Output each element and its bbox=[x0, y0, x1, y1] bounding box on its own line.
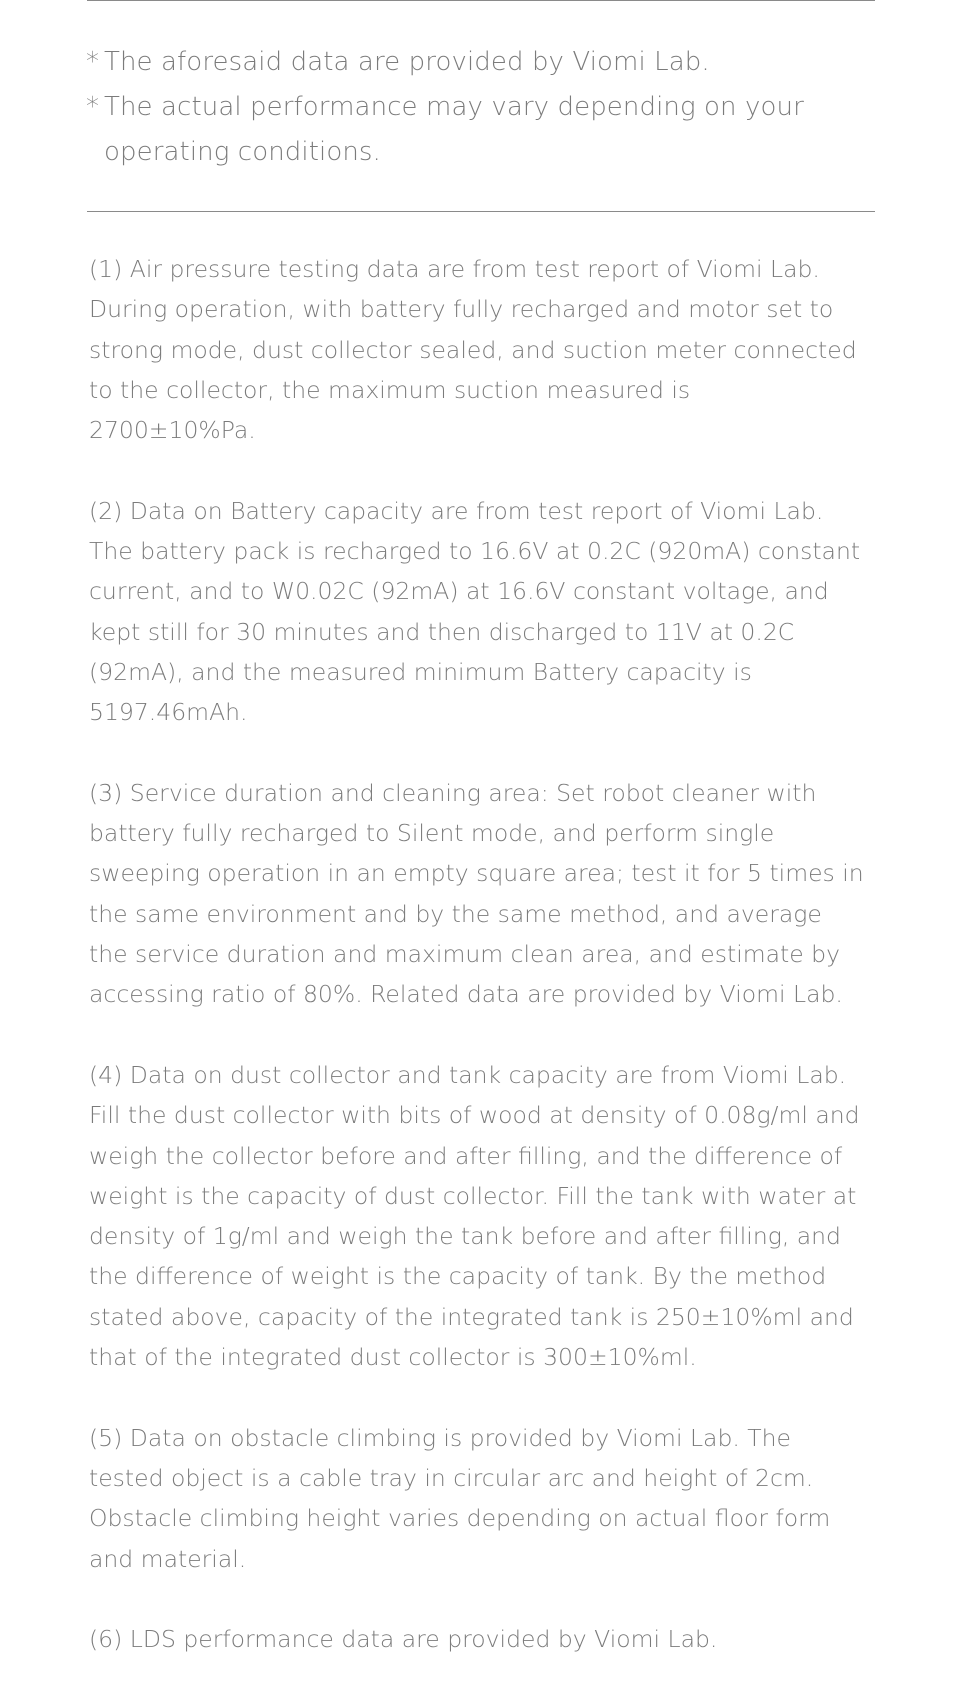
footnote-text: stated above, capacity of the integrated tank is 250±10%ml and bbox=[89, 1302, 854, 1331]
disclaimer-list bbox=[86, 40, 886, 175]
disclaimer-text: The aforesaid data are provided by Viomi Lab. bbox=[104, 47, 710, 77]
footnote-line bbox=[89, 1136, 889, 1176]
footnote-label: (4) bbox=[89, 1060, 123, 1089]
footnote-text: and material. bbox=[89, 1544, 247, 1573]
footnote-text: the same environment and by the same method, and average bbox=[89, 899, 822, 928]
footnote-text: weigh the collector before and after filling, and the difference of bbox=[89, 1141, 843, 1170]
footnote-text: density of 1g/ml and weigh the tank before and after filling, and bbox=[89, 1222, 841, 1251]
footnote-line bbox=[89, 652, 889, 692]
footnote-line bbox=[89, 249, 889, 289]
footnote-1 bbox=[89, 249, 889, 450]
footnote-text: Data on obstacle climbing is provided by Viomi Lab. The bbox=[129, 1423, 792, 1452]
footnote-text: 2700±10%Pa. bbox=[89, 416, 256, 445]
footnote-line bbox=[89, 813, 889, 853]
footnote-text: (92mA), and the measured minimum Battery capacity is bbox=[89, 657, 752, 686]
footnote-line bbox=[89, 1297, 889, 1337]
footnote-2 bbox=[89, 491, 889, 733]
footnote-text: The battery pack is recharged to 16.6V at 0.2C (920mA) constant bbox=[89, 537, 861, 566]
footnote-text: that of the integrated dust collector is 300±10%ml. bbox=[89, 1343, 697, 1372]
top-divider bbox=[87, 0, 875, 1]
footnote-line bbox=[89, 1418, 889, 1458]
footnote-text: current, and to W0.02C (92mA) at 16.6V constant voltage, and bbox=[89, 577, 829, 606]
footnote-4 bbox=[89, 1055, 889, 1377]
footnote-text: sweeping operation in an empty square area; test it for 5 times in bbox=[89, 859, 864, 888]
disclaimer-text: The actual performance may vary depending on your operating conditions. bbox=[104, 92, 804, 167]
footnote-line bbox=[89, 1256, 889, 1296]
footnote-text: Service duration and cleaning area: Set robot cleaner with bbox=[129, 778, 817, 807]
footnote-line bbox=[89, 1055, 889, 1095]
footnote-text: Data on Battery capacity are from test report of Viomi Lab. bbox=[129, 496, 824, 525]
footnote-text: the service duration and maximum clean area, and estimate by bbox=[89, 940, 841, 969]
footnote-line bbox=[89, 1498, 889, 1538]
footnote-label: (5) bbox=[89, 1423, 123, 1452]
footnote-line bbox=[89, 1619, 889, 1659]
footnote-text: LDS performance data are provided by Viomi Lab. bbox=[129, 1625, 718, 1654]
footnote-line bbox=[89, 894, 889, 934]
footnote-line bbox=[89, 1458, 889, 1498]
footnote-text: battery fully recharged to Silent mode, and perform single bbox=[89, 819, 775, 848]
footnote-text: accessing ratio of 80%. Related data are provided by Viomi Lab. bbox=[89, 980, 843, 1009]
footnote-line bbox=[89, 1539, 889, 1579]
footnote-line bbox=[89, 1095, 889, 1135]
footnote-line bbox=[89, 289, 889, 329]
footnote-text: 5197.46mAh. bbox=[89, 698, 248, 727]
footnote-line bbox=[89, 571, 889, 611]
footnote-line bbox=[89, 773, 889, 813]
footnote-line bbox=[89, 692, 889, 732]
footnote-text: strong mode, dust collector sealed, and suction meter connected bbox=[89, 335, 857, 364]
disclaimer-marker: * bbox=[86, 47, 100, 77]
footnote-label: (6) bbox=[89, 1625, 123, 1654]
footnote-text: the difference of weight is the capacity of tank. By the method bbox=[89, 1262, 827, 1291]
footnote-line bbox=[89, 612, 889, 652]
footnote-line bbox=[89, 330, 889, 370]
footnote-line bbox=[89, 1216, 889, 1256]
footnote-line bbox=[89, 974, 889, 1014]
footnote-line bbox=[89, 1176, 889, 1216]
footnote-line bbox=[89, 853, 889, 893]
footnote-text: During operation, with battery fully recharged and motor set to bbox=[89, 295, 834, 324]
footnote-text: Air pressure testing data are from test report of Viomi Lab. bbox=[129, 255, 820, 283]
footnote-label: (3) bbox=[89, 778, 123, 807]
footnote-text: Obstacle climbing height varies depending on actual floor form bbox=[89, 1504, 831, 1533]
footnote-5 bbox=[89, 1418, 889, 1579]
section-divider bbox=[87, 211, 875, 212]
disclaimer-item bbox=[86, 40, 886, 85]
footnote-label: (1) bbox=[89, 255, 123, 283]
footnote-line bbox=[89, 934, 889, 974]
footnote-label: (2) bbox=[89, 496, 123, 525]
footnote-line bbox=[89, 410, 889, 450]
footnote-text: tested object is a cable tray in circular arc and height of 2cm. bbox=[89, 1463, 814, 1492]
footnote-line bbox=[89, 531, 889, 571]
footnote-text: kept still for 30 minutes and then discharged to 11V at 0.2C bbox=[89, 617, 795, 646]
footnote-line bbox=[89, 1337, 889, 1377]
footnote-text: to the collector, the maximum suction measured is bbox=[89, 375, 691, 404]
footnote-6 bbox=[89, 1619, 889, 1659]
footnote-line bbox=[89, 491, 889, 531]
footnote-line bbox=[89, 370, 889, 410]
footnote-text: Fill the dust collector with bits of wood at density of 0.08g/ml and bbox=[89, 1101, 860, 1130]
footnote-text: weight is the capacity of dust collector. Fill the tank with water at bbox=[89, 1181, 857, 1210]
footnote-3 bbox=[89, 773, 889, 1015]
footnote-list bbox=[89, 249, 889, 1700]
disclaimer-marker: * bbox=[86, 92, 100, 122]
footnote-text: Data on dust collector and tank capacity are from Viomi Lab. bbox=[129, 1060, 847, 1089]
disclaimer-item bbox=[86, 85, 886, 175]
